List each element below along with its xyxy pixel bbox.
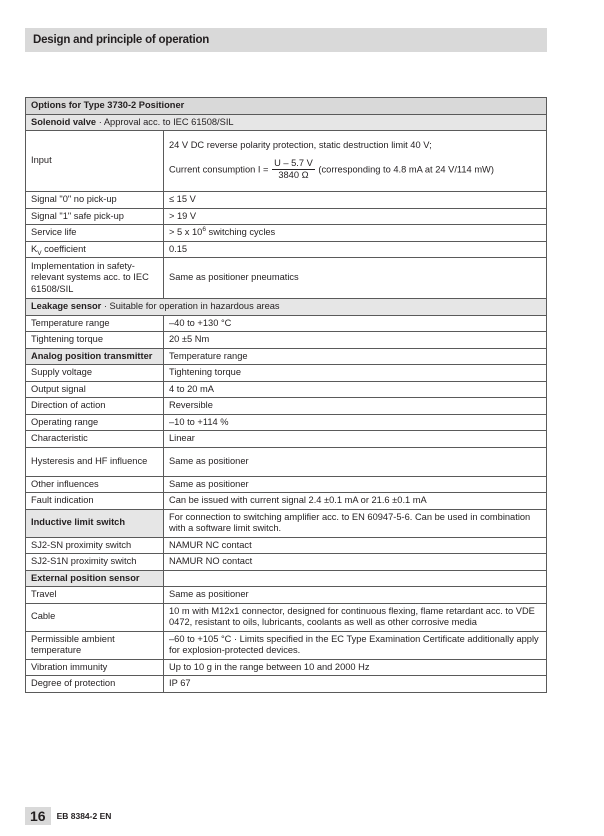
row-label: SJ2-S1N proximity switch: [26, 554, 164, 571]
table-row: [26, 398, 547, 415]
section-row-solenoid: [26, 114, 547, 131]
row-label: Other influences: [26, 476, 164, 493]
row-value: Tightening torque: [164, 365, 547, 382]
section-heading-solenoid: Solenoid valve: [31, 116, 97, 127]
section-note-solenoid: · Approval acc. to IEC 61508/SIL: [96, 116, 234, 127]
row-value: Same as positioner: [164, 476, 547, 493]
section-heading-inductive: Inductive limit switch: [26, 509, 164, 537]
table-row: [26, 676, 547, 693]
row-label: Signal "0" no pick-up: [26, 192, 164, 209]
row-label: Travel: [26, 587, 164, 604]
table-row: [26, 365, 547, 382]
row-label: [26, 241, 164, 258]
row-value: NAMUR NO contact: [164, 554, 547, 571]
row-label: Tightening torque: [26, 332, 164, 349]
kv-symbol: K: [31, 243, 38, 254]
service-life-suffix: switching cycles: [205, 227, 276, 237]
section-header: [25, 28, 547, 52]
table-row: [26, 414, 547, 431]
current-suffix: (corresponding to 4.8 mA at 24 V/114 mW): [315, 164, 494, 175]
table-row: [26, 603, 547, 631]
table-row: [26, 537, 547, 554]
row-value: Same as positioner pneumatics: [164, 258, 547, 299]
section-row-inductive: [26, 509, 547, 537]
table-row: [26, 241, 547, 258]
table-row: [26, 381, 547, 398]
input-line2: [169, 158, 541, 182]
service-life-exponent: 6: [202, 225, 206, 233]
row-value: NAMUR NC contact: [164, 537, 547, 554]
section-row-external: [26, 570, 547, 587]
table-row: [26, 493, 547, 510]
row-value: Up to 10 g in the range between 10 and 2000 Hz: [164, 659, 547, 676]
section-row-analog: [26, 348, 547, 365]
table-row: [26, 192, 547, 209]
table-row: [26, 631, 547, 659]
current-formula: [272, 158, 315, 182]
row-value: ≤ 15 V: [164, 192, 547, 209]
table-title-row: [26, 98, 547, 115]
row-label: Service life: [26, 225, 164, 242]
table-title: Options for Type 3730-2 Positioner: [26, 98, 547, 115]
table-row: [26, 476, 547, 493]
kv-subscript: V: [37, 249, 42, 257]
table-row: [26, 554, 547, 571]
row-value: [164, 570, 547, 587]
row-label: Vibration immunity: [26, 659, 164, 676]
table-row: [26, 587, 547, 604]
row-label: Fault indication: [26, 493, 164, 510]
table-row: [26, 659, 547, 676]
row-label: Implementation in safety-relevant systems acc. to IEC 61508/SIL: [26, 258, 164, 299]
row-value: 0.15: [164, 241, 547, 258]
row-label: Input: [26, 131, 164, 192]
table-row: [26, 315, 547, 332]
table-row: [26, 332, 547, 349]
row-value: [164, 131, 547, 192]
row-value: Linear: [164, 431, 547, 448]
table-row: [26, 431, 547, 448]
section-note-leakage: · Suitable for operation in hazardous areas: [101, 301, 280, 311]
row-label: Permissible ambient temperature: [26, 631, 164, 659]
row-value: [164, 225, 547, 242]
row-value: 4 to 20 mA: [164, 381, 547, 398]
section-heading-external: External position sensor: [26, 570, 164, 587]
row-value: For connection to switching amplifier acc. to EN 60947-5-6. Can be used in combination with a software limit switch.: [164, 509, 547, 537]
row-label: Cable: [26, 603, 164, 631]
table-row: [26, 447, 547, 476]
section-row-leakage: [26, 299, 547, 316]
table-row: [26, 258, 547, 299]
row-label: Characteristic: [26, 431, 164, 448]
table-row: [26, 208, 547, 225]
page-footer: [25, 805, 111, 827]
row-value: 10 m with M12x1 connector, designed for continuous flexing, flame retardant acc. to VDE 0472, resistant to oils, lubricants, coolants as well as other corrosive media: [164, 603, 547, 631]
service-life-prefix: > 5 x 10: [169, 227, 203, 237]
row-value: Same as positioner: [164, 447, 547, 476]
row-value: Can be issued with current signal 2.4 ±0.1 mA or 21.6 ±0.1 mA: [164, 493, 547, 510]
section-title: Design and principle of operation: [33, 34, 210, 46]
table-row: [26, 225, 547, 242]
options-table: [25, 97, 547, 693]
formula-denominator: 3840 Ω: [278, 170, 309, 181]
input-line1: 24 V DC reverse polarity protection, static destruction limit 40 V;: [169, 140, 432, 151]
current-prefix: Current consumption I =: [169, 164, 272, 175]
row-value: Temperature range: [164, 348, 547, 365]
kv-label-rest: coefficient: [41, 243, 86, 254]
document-number: EB 8384-2 EN: [56, 811, 112, 821]
row-label: Direction of action: [26, 398, 164, 415]
row-value: –60 to +105 °C · Limits specified in the EC Type Examination Certificate additionally apply for explosion-protected devices.: [164, 631, 547, 659]
page-number: 16: [25, 807, 51, 825]
row-label: Operating range: [26, 414, 164, 431]
row-value: –10 to +114 %: [164, 414, 547, 431]
row-value: IP 67: [164, 676, 547, 693]
row-label: Degree of protection: [26, 676, 164, 693]
row-value: –40 to +130 °C: [164, 315, 547, 332]
row-label: Supply voltage: [26, 365, 164, 382]
row-value: Reversible: [164, 398, 547, 415]
table-row: [26, 131, 547, 192]
row-label: Output signal: [26, 381, 164, 398]
formula-numerator: U – 5.7 V: [272, 158, 315, 171]
row-value: > 19 V: [164, 208, 547, 225]
section-heading-analog: Analog position transmitter: [26, 348, 164, 365]
row-label: Temperature range: [26, 315, 164, 332]
row-label: Hysteresis and HF influence: [26, 447, 164, 476]
section-heading-leakage: Leakage sensor: [31, 301, 102, 311]
row-value: Same as positioner: [164, 587, 547, 604]
row-value: 20 ±5 Nm: [164, 332, 547, 349]
row-label: Signal "1" safe pick-up: [26, 208, 164, 225]
row-label: SJ2-SN proximity switch: [26, 537, 164, 554]
